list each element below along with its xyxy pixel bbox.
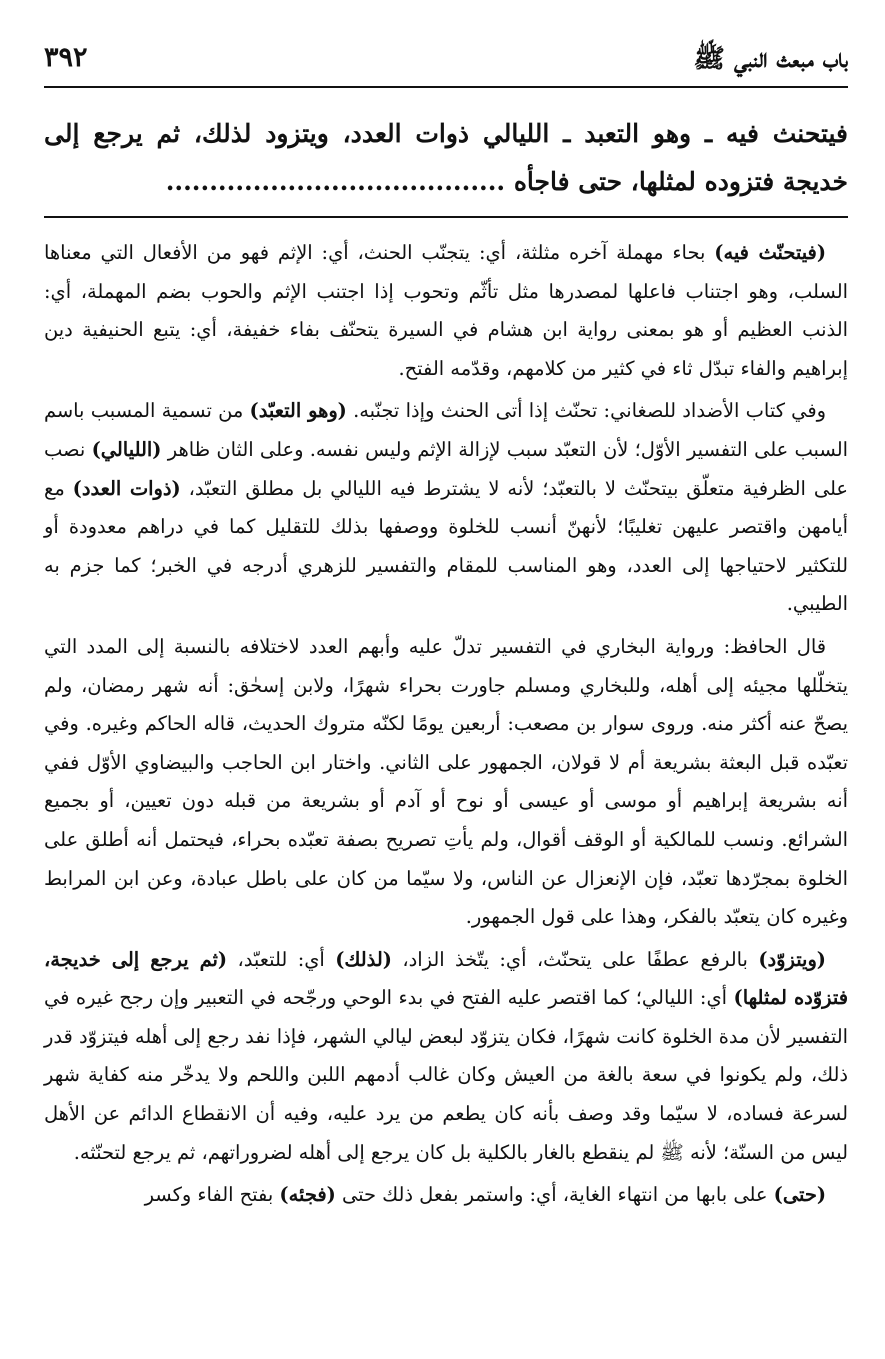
quoted-term: (ثم يرجع إلى خديجة، فتزوّده لمثلها) xyxy=(44,947,848,1010)
quoted-term: (وهو التعبّد) xyxy=(249,399,347,423)
commentary xyxy=(44,234,848,1215)
book-page xyxy=(44,36,848,1219)
commentary-text: بفتح الفاء وكسر xyxy=(144,1183,280,1207)
quoted-term: (الليالي) xyxy=(91,437,162,461)
commentary-text: على بابها من انتهاء الغاية، أي: واستمر بفعل ذلك حتى xyxy=(335,1183,774,1207)
commentary-paragraph xyxy=(44,941,848,1173)
quoted-term: (فيتحنّث فيه) xyxy=(714,241,827,264)
matn-text: فيتحنث فيه ـ وهو التعبد ـ الليالي ذوات العدد، ويتزود لذلك، ثم يرجع إلى خديجة فتزوده لمثلها، حتى فاجأه ....................................... xyxy=(44,110,848,218)
running-header xyxy=(44,36,848,88)
chapter-title: باب مبعث النبي ﷺ xyxy=(693,44,848,74)
commentary-text: أي: للتعبّد، xyxy=(227,947,336,971)
commentary-text: وفي كتاب الأضداد للصغاني: تحنّث إذا أتى الحنث وإذا تجنّبه. xyxy=(346,399,826,423)
commentary-text: من تسمية المسبب باسم السبب على التفسير الأوّل؛ لأن التعبّد سبب لإزالة الإثم وليس نفسه. وعلى الثان ظاهر xyxy=(44,399,849,461)
page-number: ٣٩٢ xyxy=(44,42,88,73)
commentary-paragraph xyxy=(44,1176,848,1215)
commentary-paragraph xyxy=(44,234,848,388)
commentary-text: قال الحافظ: ورواية البخاري في التفسير تدلّ عليه وأبهم العدد لاختلافه بالنسبة إلى المدد التي يتخلّلها مجيئه إلى أهله، وللبخاري ومسلم جاورت بحراء شهرًا، ولابن إسحٰق: أنه شهر رمضان، ولم يصحّ عنه أكثر منه. وروى سوار بن مصعب: أربعين يومًا لكنّه متروك الحديث، قاله الحاكم وغيره. وفي تعبّده قبل البعثة بشريعة أم لا قولان، الجمهور على الثاني. واختار ابن الحاجب والبيضاوي الأوّل ففي أنه بشريعة إبراهيم أو موسى أو عيسى أو نوح أو آدم أو بشريعة من قبله دون تعيين، أو بجميع الشرائع. ونسب للمالكية أو الوقف أقوال، ولم يأتِ تصريح بصفة تعبّده بحراء، فيحتمل أنه أطلق على الخلوة بمجرّدها تعبّد، فإن الإنعزال عن الناس، ولا سيّما من كان على باطل عبادة، وعن ابن المرابط وغيره كان يتعبّد بالفكر، وهذا على قول الجمهور. xyxy=(44,634,848,929)
commentary-paragraph xyxy=(44,392,848,624)
commentary-text: نصب على الظرفية متعلّق بيتحنّث لا بالتعبّد؛ لأنه لا يشترط فيه الليالي بل مطلق التعبّد، xyxy=(44,437,848,500)
quoted-term: (حتى) xyxy=(773,1183,826,1207)
quoted-term: (لذلك) xyxy=(335,947,392,971)
commentary-text: بحاء مهملة آخره مثلثة، أي: يتجنّب الحنث، أي: الإثم فهو من الأفعال التي معناها السلب، وهو اجتناب فاعلها لمصدرها مثل تأثّم وتحوب إذا اجتنب الإثم والحوب بضم المهملة، أي: الذنب العظيم أو هو بمعنى رواية ابن هشام في السيرة يتحنّف بفاء خفيفة، أي: يتبع الحنيفية دين إبراهيم والفاء تبدّل ثاء في كثير من كلامهم، وقدّمه الفتح. xyxy=(44,241,848,380)
commentary-text: بالرفع عطفًا على يتحنّث، أي: يتّخذ الزاد، xyxy=(391,947,759,971)
quoted-term: (فجئه) xyxy=(279,1183,336,1207)
commentary-paragraph xyxy=(44,628,848,937)
quoted-term: (ذوات العدد) xyxy=(72,476,181,500)
commentary-text: مع أيامهن واقتصر عليهن تغليبًا؛ لأنهنّ أنسب للخلوة ووصفها بذلك للتقليل كما في دراهم معدودة أو للتكثير لاحتياجها إلى العدد، وهو المناسب للمقام والتفسير للزهري أدرجه في الخبر؛ كما جزم به الطيبي. xyxy=(44,476,848,616)
quoted-term: (ويتزوّد) xyxy=(758,947,826,971)
commentary-text: أي: الليالي؛ كما اقتصر عليه الفتح في بدء الوحي ورجّحه في التعبير وإن رجح غيره في التفسير لأن مدة الخلوة كانت شهرًا، فكان يتزوّد لبعض ليالي الشهر، فإذا نفد رجع إلى أهله فيتزوّد قدر ذلك، ولم يكونوا في سعة بالغة من العيش وكان غالب أدمهم اللبن واللحم ولا يدخّر منه كفاية شهر لسرعة فساده، لا سيّما وقد وصف بأنه كان يطعم من يرد عليه، وفيه أن الانقطاع الدائم عن الأهل ليس من السنّة؛ لأنه ﷺ لم ينقطع بالغار بالكلية بل كان يرجع إلى أهله لضروراتهم، ثم يرجع لتحنّثه. xyxy=(44,986,848,1164)
